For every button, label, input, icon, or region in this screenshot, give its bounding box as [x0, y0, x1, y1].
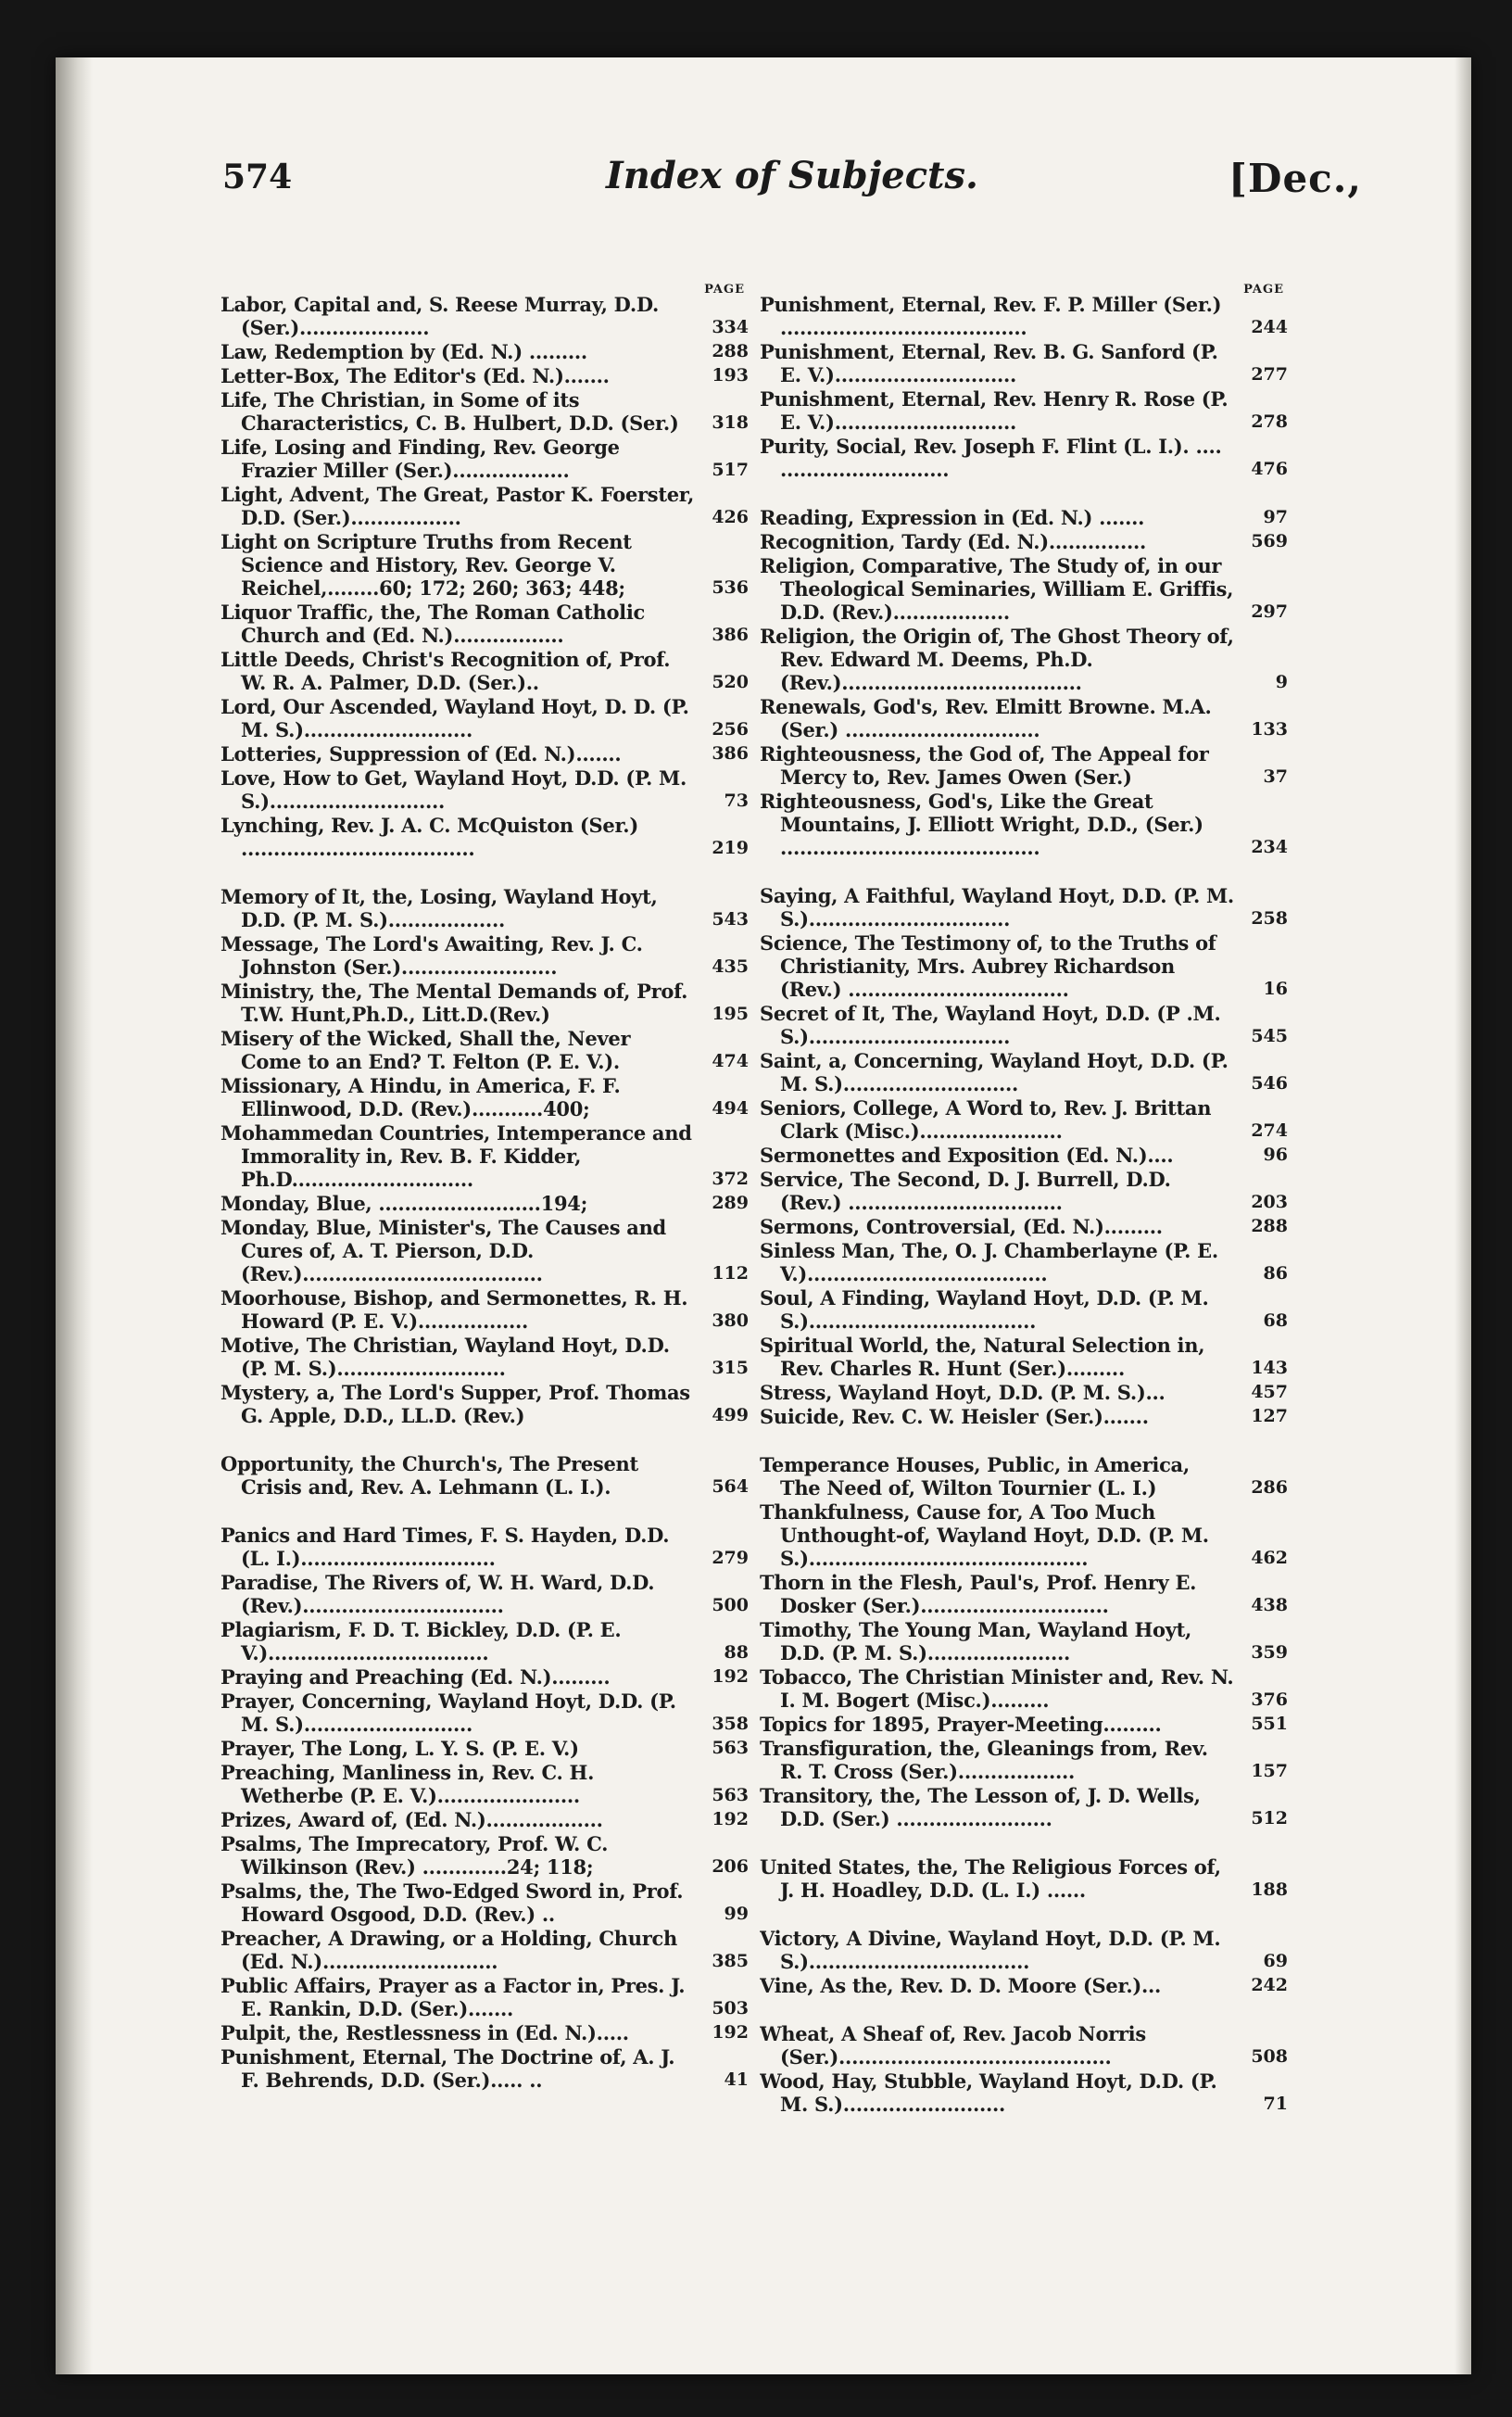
page-column-label: PAGE	[1243, 283, 1284, 297]
section-mark: [Dec.,	[1228, 156, 1362, 201]
entry-subject: Topics for 1895, Prayer-Meeting.........	[760, 1713, 1162, 1736]
entry-subject: Saint, a, Concerning, Wayland Hoyt, D.D. (P. M. S.)...........................	[760, 1049, 1228, 1095]
index-entry	[220, 1121, 749, 1191]
index-entry	[760, 1665, 1288, 1712]
entry-page-number: 88	[724, 1642, 749, 1663]
entry-subject: Sinless Man, The, O. J. Chamberlayne (P. E. V.).....................................	[760, 1239, 1218, 1285]
entry-page-number: 569	[1251, 531, 1288, 551]
entry-subject: Temperance Houses, Public, in America, The Need of, Wilton Tournier (L. I.)	[760, 1453, 1190, 1500]
index-entry	[220, 1665, 749, 1689]
entry-subject: Life, The Christian, in Some of its Characteristics, C. B. Hulbert, D.D. (Ser.)	[220, 388, 679, 435]
index-entry	[220, 340, 749, 363]
running-title: Index of Subjects.	[606, 154, 978, 197]
entry-page-number: 242	[1251, 1975, 1288, 1995]
entry-page-number: 288	[712, 341, 749, 361]
letter-group-gap	[220, 1428, 749, 1452]
entry-page-number: 258	[1251, 908, 1288, 929]
entry-subject: Law, Redemption by (Ed. N.) .........	[220, 340, 587, 363]
index-entry	[760, 1334, 1288, 1380]
entry-page-number: 543	[712, 909, 749, 930]
entry-page-number: 512	[1251, 1808, 1288, 1829]
entry-page-number: 86	[1263, 1263, 1288, 1284]
entry-subject: Psalms, The Imprecatory, Prof. W. C. Wilkinson (Rev.) .............24; 118;	[220, 1832, 609, 1879]
entry-subject: Lynching, Rev. J. A. C. McQuiston (Ser.) ....................................	[220, 814, 638, 860]
index-entry	[220, 742, 749, 766]
index-entry	[220, 483, 749, 529]
entry-subject: Plagiarism, F. D. T. Bickley, D.D. (P. E. V.)..................................	[220, 1618, 622, 1664]
entry-page-number: 73	[724, 791, 749, 811]
entry-subject: Praying and Preaching (Ed. N.).........	[220, 1665, 611, 1689]
entry-subject: Prayer, Concerning, Wayland Hoyt, D.D. (P. M. S.)..........................	[220, 1689, 676, 1736]
entry-page-number: 563	[712, 1738, 749, 1758]
entry-subject: Liquor Traffic, the, The Roman Catholic Church and (Ed. N.).................	[220, 601, 646, 647]
entry-page-number: 192	[712, 1809, 749, 1829]
index-entry	[760, 1784, 1288, 1830]
entry-subject: Punishment, Eternal, Rev. F. P. Miller (Ser.) ......................................	[760, 293, 1222, 339]
entry-subject: Tobacco, The Christian Minister and, Rev. N. I. M. Bogert (Misc.).........	[760, 1665, 1234, 1712]
letter-group-gap	[760, 1429, 1288, 1453]
letter-group-gap	[220, 861, 749, 885]
entry-subject: Little Deeds, Christ's Recognition of, Prof. W. R. A. Palmer, D.D. (Ser.)..	[220, 648, 671, 694]
index-entry	[220, 1216, 749, 1285]
entry-page-number: 386	[712, 743, 749, 764]
entry-subject: Message, The Lord's Awaiting, Rev. J. C. Johnston (Ser.)........................	[220, 932, 643, 979]
letter-group	[760, 1855, 1288, 1902]
entry-subject: United States, the, The Religious Forces of, J. H. Hoadley, D.D. (L. I.) ......	[760, 1855, 1221, 1902]
letter-group	[220, 1452, 749, 1499]
entry-page-number: 133	[1251, 719, 1288, 740]
index-entry	[760, 1096, 1288, 1143]
index-entry	[760, 1405, 1288, 1428]
entry-subject: Preaching, Manliness in, Rev. C. H. Wetherbe (P. E. V.)......................	[220, 1761, 595, 1807]
entry-page-number: 71	[1263, 2094, 1288, 2114]
index-entry	[220, 1737, 749, 1760]
entry-page-number: 37	[1263, 766, 1288, 787]
entry-subject: Labor, Capital and, S. Reese Murray, D.D. (Ser.)....................	[220, 293, 659, 339]
entry-subject: Punishment, Eternal, Rev. B. G. Sanford (P. E. V.)............................	[760, 340, 1218, 386]
letter-group-gap	[760, 1831, 1288, 1855]
index-entry	[760, 1855, 1288, 1902]
index-entry	[220, 530, 749, 600]
index-entry	[760, 554, 1288, 624]
entry-page-number: 274	[1251, 1120, 1288, 1141]
entry-page-number: 192	[712, 1666, 749, 1687]
entry-page-number: 551	[1251, 1714, 1288, 1734]
entry-page-number: 372	[712, 1169, 749, 1189]
entry-page-number: 563	[712, 1785, 749, 1805]
index-entry	[220, 648, 749, 694]
entry-page-number: 289	[712, 1193, 749, 1213]
entry-subject: Vine, As the, Rev. D. D. Moore (Ser.)...	[760, 1974, 1161, 1997]
entry-page-number: 508	[1251, 2046, 1288, 2067]
index-entry	[760, 1168, 1288, 1214]
entry-subject: Recognition, Tardy (Ed. N.)...............	[760, 530, 1147, 553]
index-entry	[760, 742, 1288, 789]
entry-page-number: 376	[1251, 1689, 1288, 1710]
index-entry	[220, 1571, 749, 1617]
entry-subject: Prizes, Award of, (Ed. N.)..................	[220, 1808, 603, 1831]
index-entry	[760, 1381, 1288, 1404]
entry-page-number: 127	[1251, 1406, 1288, 1426]
entry-page-number: 564	[712, 1476, 749, 1497]
entry-page-number: 69	[1263, 1951, 1288, 1971]
entry-page-number: 386	[712, 625, 749, 645]
index-entry	[220, 1832, 749, 1879]
entry-page-number: 380	[712, 1310, 749, 1331]
entry-subject: Wood, Hay, Stubble, Wayland Hoyt, D.D. (P. M. S.).........................	[760, 2069, 1217, 2116]
index-entry	[760, 340, 1288, 386]
entry-page-number: 494	[712, 1098, 749, 1119]
page-number: 574	[222, 158, 293, 196]
index-entry	[760, 625, 1288, 694]
entry-subject: Misery of the Wicked, Shall the, Never Come to an End? T. Felton (P. E. V.).	[220, 1027, 631, 1073]
index-entry	[220, 1452, 749, 1499]
index-entry	[760, 1571, 1288, 1617]
entry-subject: Panics and Hard Times, F. S. Hayden, D.D. (L. I.)..............................	[220, 1524, 670, 1570]
page-edge-shadow	[1455, 57, 1471, 2374]
entry-page-number: 358	[712, 1714, 749, 1734]
entry-subject: Light on Scripture Truths from Recent Science and History, Rev. George V. Reichel,........60; 172; 260; 363; 448;	[220, 530, 632, 600]
entry-subject: Purity, Social, Rev. Joseph F. Flint (L. I.). .... ..........................	[760, 435, 1222, 481]
letter-group	[760, 293, 1288, 481]
index-entry	[760, 1239, 1288, 1285]
index-entry	[760, 2069, 1288, 2116]
entry-subject: Sermonettes and Exposition (Ed. N.)....	[760, 1144, 1174, 1167]
entry-page-number: 206	[712, 1856, 749, 1877]
entry-subject: Secret of It, The, Wayland Hoyt, D.D. (P .M. S.)...............................	[760, 1002, 1221, 1048]
entry-subject: Memory of It, the, Losing, Wayland Hoyt, D.D. (P. M. S.)..................	[220, 885, 658, 931]
entry-page-number: 277	[1251, 364, 1288, 385]
entry-subject: Monday, Blue, Minister's, The Causes and Cures of, A. T. Pierson, D.D. (Rev.).....................................	[220, 1216, 666, 1285]
index-entry	[760, 1927, 1288, 1973]
entry-page-number: 546	[1251, 1073, 1288, 1094]
index-entry	[760, 1286, 1288, 1333]
entry-subject: Life, Losing and Finding, Rev. George Frazier Miller (Ser.)..................	[220, 436, 620, 482]
entry-page-number: 97	[1263, 507, 1288, 527]
entry-subject: Mystery, a, The Lord's Supper, Prof. Thomas G. Apple, D.D., LL.D. (Rev.)	[220, 1381, 690, 1427]
entry-subject: Stress, Wayland Hoyt, D.D. (P. M. S.)...	[760, 1381, 1166, 1404]
entry-page-number: 188	[1251, 1879, 1288, 1900]
entry-page-number: 9	[1275, 672, 1288, 692]
entry-page-number: 288	[1251, 1216, 1288, 1236]
entry-subject: Letter-Box, The Editor's (Ed. N.).......	[220, 364, 610, 387]
index-entry	[760, 695, 1288, 741]
entry-page-number: 500	[712, 1595, 749, 1615]
entry-page-number: 203	[1251, 1192, 1288, 1212]
letter-group	[760, 1927, 1288, 1997]
index-entry	[220, 1618, 749, 1664]
letter-group-gap	[760, 1998, 1288, 2022]
entry-page-number: 503	[712, 1998, 749, 2018]
page-gutter-shadow	[56, 57, 93, 2374]
entry-page-number: 195	[712, 1004, 749, 1024]
entry-subject: Light, Advent, The Great, Pastor K. Foerster, D.D. (Ser.).................	[220, 483, 695, 529]
entry-page-number: 41	[724, 2069, 749, 2090]
index-entry	[760, 1618, 1288, 1664]
index-entry	[760, 435, 1288, 481]
entry-subject: Public Affairs, Prayer as a Factor in, Pres. J. E. Rankin, D.D. (Ser.).......	[220, 1974, 686, 2020]
entry-page-number: 112	[712, 1263, 749, 1284]
index-entry	[760, 1049, 1288, 1095]
running-header	[222, 139, 1362, 222]
entry-subject: Wheat, A Sheaf of, Rev. Jacob Norris (Ser.)..........................................	[760, 2022, 1146, 2069]
index-entry	[760, 884, 1288, 930]
entry-subject: Reading, Expression in (Ed. N.) .......	[760, 506, 1145, 529]
entry-page-number: 545	[1251, 1026, 1288, 1046]
entry-page-number: 435	[712, 956, 749, 977]
index-entry	[760, 293, 1288, 339]
entry-page-number: 157	[1251, 1761, 1288, 1781]
entry-page-number: 286	[1251, 1477, 1288, 1498]
entry-subject: Prayer, The Long, L. Y. S. (P. E. V.)	[220, 1737, 579, 1760]
entry-page-number: 96	[1263, 1145, 1288, 1165]
entry-page-number: 68	[1263, 1310, 1288, 1331]
index-entry	[220, 364, 749, 387]
entry-subject: Moorhouse, Bishop, and Sermonettes, R. H. Howard (P. E. V.).................	[220, 1286, 688, 1333]
entry-subject: Renewals, God's, Rev. Elmitt Browne. M.A. (Ser.) ..............................	[760, 695, 1212, 741]
entry-subject: Psalms, the, The Two-Edged Sword in, Prof. Howard Osgood, D.D. (Rev.) ..	[220, 1879, 684, 1926]
index-entry	[220, 980, 749, 1026]
index-entry	[220, 885, 749, 931]
index-entry	[760, 1215, 1288, 1238]
index-entry	[760, 1453, 1288, 1500]
entry-subject: Righteousness, God's, Like the Great Mountains, J. Elliott Wright, D.D., (Ser.) ........................................	[760, 790, 1203, 859]
entry-page-number: 334	[712, 317, 749, 337]
entry-subject: Righteousness, the God of, The Appeal for Mercy to, Rev. James Owen (Ser.)	[760, 742, 1209, 789]
index-entry	[220, 1974, 749, 2020]
index-entry	[220, 293, 749, 339]
entry-subject: Soul, A Finding, Wayland Hoyt, D.D. (P. M. S.)...................................	[760, 1286, 1209, 1333]
entry-subject: Lord, Our Ascended, Wayland Hoyt, D. D. (P. M. S.)..........................	[220, 695, 689, 741]
entry-subject: Pulpit, the, Restlessness in (Ed. N.).....	[220, 2021, 629, 2044]
letter-group	[220, 1524, 749, 2092]
entry-page-number: 474	[712, 1051, 749, 1071]
entry-page-number: 462	[1251, 1548, 1288, 1568]
entry-page-number: 476	[1251, 459, 1288, 479]
entry-subject: Love, How to Get, Wayland Hoyt, D.D. (P. M. S.)...........................	[220, 766, 687, 813]
entry-page-number: 244	[1251, 317, 1288, 337]
letter-group	[760, 2022, 1288, 2116]
entry-subject: Lotteries, Suppression of (Ed. N.).......	[220, 742, 622, 766]
entry-subject: Thankfulness, Cause for, A Too Much Unthought-of, Wayland Hoyt, D.D. (P. M. S.)...........................................	[760, 1500, 1209, 1570]
entry-subject: Punishment, Eternal, Rev. Henry R. Rose (P. E. V.)............................	[760, 387, 1228, 434]
entry-subject: Thorn in the Flesh, Paul's, Prof. Henry E. Dosker (Ser.).............................	[760, 1571, 1197, 1617]
index-entry	[220, 1286, 749, 1333]
entry-subject: Suicide, Rev. C. W. Heisler (Ser.).......	[760, 1405, 1149, 1428]
index-entry	[760, 2022, 1288, 2069]
index-entry	[220, 814, 749, 860]
entry-subject: Monday, Blue, .........................194;	[220, 1192, 588, 1215]
letter-group-gap	[760, 860, 1288, 884]
entry-page-number: 359	[1251, 1642, 1288, 1663]
letter-group	[760, 884, 1288, 1428]
index-entry	[760, 1500, 1288, 1570]
index-entry	[760, 931, 1288, 1001]
index-entry	[220, 1524, 749, 1570]
entry-subject: Transfiguration, the, Gleanings from, Rev. R. T. Cross (Ser.)..................	[760, 1737, 1208, 1783]
entry-subject: Punishment, Eternal, The Doctrine of, A. J. F. Behrends, D.D. (Ser.)..... ..	[220, 2045, 675, 2092]
entry-subject: Mohammedan Countries, Intemperance and Immorality in, Rev. B. F. Kidder, Ph.D............................	[220, 1121, 692, 1191]
index-column-right	[760, 278, 1288, 2117]
index-column-left	[220, 278, 749, 2093]
index-entry	[220, 1027, 749, 1073]
index-entry	[220, 695, 749, 741]
index-entry	[760, 506, 1288, 529]
entry-subject: Spiritual World, the, Natural Selection in, Rev. Charles R. Hunt (Ser.).........	[760, 1334, 1205, 1380]
entry-subject: Science, The Testimony of, to the Truths of Christianity, Mrs. Aubrey Richardson (Rev.) ..................................	[760, 931, 1216, 1001]
entry-subject: Preacher, A Drawing, or a Holding, Church (Ed. N.)...........................	[220, 1927, 677, 1973]
index-entry	[220, 436, 749, 482]
letter-group	[220, 885, 749, 1427]
entry-page-number: 517	[712, 460, 749, 480]
entry-subject: Transitory, the, The Lesson of, J. D. Wells, D.D. (Ser.) ........................	[760, 1784, 1201, 1830]
entry-page-number: 234	[1251, 837, 1288, 857]
entry-page-number: 256	[712, 719, 749, 740]
entry-page-number: 297	[1251, 601, 1288, 622]
entry-page-number: 536	[712, 577, 749, 598]
entry-subject: Religion, Comparative, The Study of, in our Theological Seminaries, William E. Griffis, D.D. (Rev.)..................	[760, 554, 1234, 624]
letter-group-gap	[760, 482, 1288, 506]
entry-page-number: 278	[1251, 411, 1288, 432]
entry-subject: Victory, A Divine, Wayland Hoyt, D.D. (P. M. S.)..................................	[760, 1927, 1221, 1973]
entry-page-number: 457	[1251, 1382, 1288, 1402]
index-entry	[220, 388, 749, 435]
entry-subject: Seniors, College, A Word to, Rev. J. Brittan Clark (Misc.)......................	[760, 1096, 1212, 1143]
page-column-label: PAGE	[704, 283, 745, 297]
index-entry	[760, 387, 1288, 434]
entry-page-number: 99	[724, 1904, 749, 1924]
entry-subject: Sermons, Controversial, (Ed. N.).........	[760, 1215, 1163, 1238]
entry-page-number: 219	[712, 838, 749, 858]
entry-subject: Ministry, the, The Mental Demands of, Prof. T.W. Hunt,Ph.D., Litt.D.(Rev.)	[220, 980, 688, 1026]
entry-page-number: 193	[712, 365, 749, 386]
entry-page-number: 16	[1263, 979, 1288, 999]
index-entry	[220, 1808, 749, 1831]
index-entry	[220, 1879, 749, 1926]
entry-page-number: 192	[712, 2022, 749, 2043]
entry-page-number: 143	[1251, 1358, 1288, 1378]
entry-subject: Motive, The Christian, Wayland Hoyt, D.D. (P. M. S.)..........................	[220, 1334, 670, 1380]
index-entry	[760, 1737, 1288, 1783]
entry-page-number: 520	[712, 672, 749, 692]
entry-page-number: 318	[712, 412, 749, 433]
entry-page-number: 426	[712, 507, 749, 527]
index-entry	[220, 1334, 749, 1380]
index-entry	[760, 1002, 1288, 1048]
index-entry	[220, 1927, 749, 1973]
entry-page-number: 385	[712, 1951, 749, 1971]
entry-subject: Religion, the Origin of, The Ghost Theory of, Rev. Edward M. Deems, Ph.D. (Rev.).....................................	[760, 625, 1234, 694]
entry-subject: Timothy, The Young Man, Wayland Hoyt, D.D. (P. M. S.)......................	[760, 1618, 1192, 1664]
letter-group-gap	[760, 1903, 1288, 1927]
letter-group	[760, 1453, 1288, 1830]
entry-subject: Missionary, A Hindu, in America, F. F. Ellinwood, D.D. (Rev.)...........400;	[220, 1074, 621, 1120]
index-entry	[220, 932, 749, 979]
entry-page-number: 279	[712, 1548, 749, 1568]
index-entry	[220, 1192, 749, 1215]
index-entry	[760, 1713, 1288, 1736]
entry-subject: Service, The Second, D. J. Burrell, D.D. (Rev.) .................................	[760, 1168, 1171, 1214]
entry-page-number: 499	[712, 1405, 749, 1425]
index-entry	[220, 766, 749, 813]
index-entry	[220, 1074, 749, 1120]
index-entry	[760, 530, 1288, 553]
entry-subject: Saying, A Faithful, Wayland Hoyt, D.D. (P. M. S.)...............................	[760, 884, 1234, 930]
index-entry	[220, 601, 749, 647]
entry-page-number: 315	[712, 1358, 749, 1378]
entry-page-number: 438	[1251, 1595, 1288, 1615]
letter-group	[220, 293, 749, 860]
letter-group-gap	[220, 1500, 749, 1524]
letter-group	[760, 506, 1288, 859]
index-entry	[760, 1144, 1288, 1167]
index-entry	[220, 1689, 749, 1736]
index-entry	[760, 1974, 1288, 1997]
entry-subject: Paradise, The Rivers of, W. H. Ward, D.D. (Rev.)...............................	[220, 1571, 655, 1617]
index-entry	[220, 2045, 749, 2092]
index-entry	[220, 1381, 749, 1427]
index-entry	[220, 2021, 749, 2044]
index-entry	[760, 790, 1288, 859]
entry-subject: Opportunity, the Church's, The Present Crisis and, Rev. A. Lehmann (L. I.).	[220, 1452, 638, 1499]
index-entry	[220, 1761, 749, 1807]
